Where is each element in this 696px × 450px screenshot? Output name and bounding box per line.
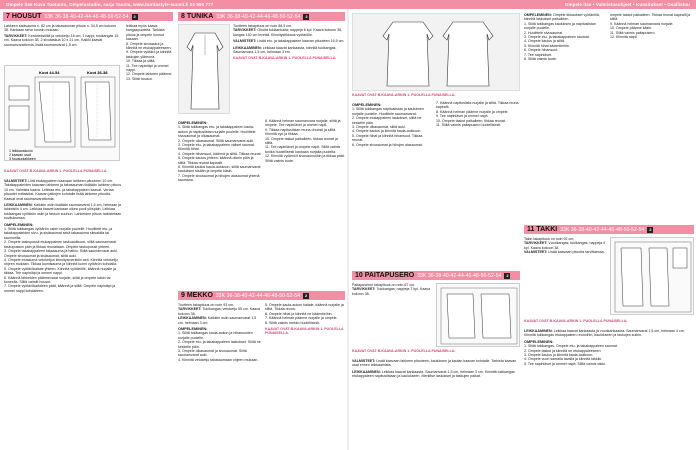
section-8-text-a: OMPELEMINEN: 1. Silitä tukikangas etu- ja takakappaleen kaula-aukon ja napituslistan nurjalle puolelle. Huolittele sivusaumat ja olkasaumat. 2. Ompele olkasaumat. Silitä saumanvarat auki. 3. Ompele etu- ja takakappaleen väliset saumat. Kiinnitä hihat. 4. Ompele hihansuut, käännä ja silitä. Tikkaa reunat. 5. Ompele kaulus yhteen, käännä oikein päin ja silitä. Tikkaa reunat kapealti. 6. Kiinnitä kaulus kaula-aukkoon, silitä saumanvarat kauluksen sisään ja ompele käsin. 7. Ompele sivusaumat ja hihojen alasaumat yhtenä saumana. <box>178 121 262 183</box>
kaavat-note-11: KAAVAT OVAT B-KAAVA-ARKIN 1. PUOLELLA PUNAISELLA. <box>524 319 628 323</box>
right-page <box>348 9 696 450</box>
section-8-header <box>178 12 345 21</box>
right-text-c: OMPELEMINEN: Ompele tikkaukset vyötäröllä, kiinnitä laskokset paikalleen. 1. Silitä tukikangas kauluksen ja napituslistan nurjalle puolelle. 2. Huolittele sivusaumat. 3. Ompele etu- ja takakappaleen saumat. 4. Ompele kaulus ja silitä. 5. Kiinnitä hihat kädentieihin. 6. Ompele hihansuut. 7. Tee napinlävet. 8. Silitä valmis tuote. <box>524 13 600 62</box>
section-11-header <box>524 225 694 234</box>
shirt-illustration <box>352 13 520 91</box>
leikkaaminen-label: LEIKKAAMINEN: <box>4 203 33 208</box>
section-9-title: 9 MEKKO <box>181 292 213 299</box>
section-8-code: 33K 36-38-40-42-44-46-48-50-52-54 <box>216 13 301 20</box>
pattern-layout-figure <box>4 65 120 161</box>
section-10-instructions: VALMISTEET: Lisää kaavaan lahkeen pituuteen, kauluksen ja kaulan kaavan kohdalle. Tarkista kaavan osat ennen leikkaamista. LEIKKAAMINEN: Leikkaa kaavat kankaasta. Saumanvarat 1,5 cm, helmaan 3 cm. Kiinnitä tukikangas etukappaleen napituslistaan ja kaulukseen. Merkitse laskokset ja taskujen paikat. <box>352 359 517 379</box>
size-label: Koot 44-54 <box>39 70 60 75</box>
kaavat-note <box>4 169 122 177</box>
header-left-text: Ompele itse Kuva Tuotanto, Ompelustudio, sarja Tausta, www.burdastyle-suomi.fi 02 550 777 <box>6 2 214 7</box>
section-7-materials: Lahkeen sisäsauma n. 82 cm ja takasauman pituus n. 34,5 cm kokoon 38. Kankaan tarve kuosin mukaan. TARVIKKEET: Kestotekstiiliä ja vetoketju 18 cm; 1 nappi; tukikangas 15 cm. Kaava kokoon 38, 2 sivutaskua 10 x 21 cm. Kaikki kaavat saumanvarattomia, lisää saumanvarat 1,5 cm. <box>4 24 119 47</box>
header-right-text: Ompele itse • Valmistusohjeet • Kuositukset • Osallistuu <box>564 2 690 7</box>
section-10-title: 10 PAITAPUSERO <box>355 272 415 279</box>
section-10-layout-diagram <box>437 284 521 348</box>
section-7-title: 7 HOUSUT <box>6 13 42 20</box>
section-9-header <box>178 291 345 300</box>
section-8-title: 8 TUNIKA <box>181 13 214 20</box>
section-11-layout-diagram <box>611 238 695 316</box>
section-10-materials: Paitapuseron takapituus on noin 67 cm. TARVIKKEET: Tukikangas; nappeja 7 kpl. Kaava kokoon 38. <box>352 283 431 296</box>
tarvikkeet-label: TARVIKKEET: <box>4 33 28 38</box>
section-10-header <box>352 271 520 280</box>
section-10-code: 33K 36-38-40-42-44-46-48-50-52-54 <box>417 272 502 279</box>
section-11-instructions: LEIKKAAMINEN: Leikkaa kaavat kankaasta ja vuorikankaasta. Saumanvarat 1,5 cm, helmaan 4 cm. Kiinnitä tukikangas etukappaleen reunoihin, kaulukseen ja taskujen suihin. OMPELEMINEN: 1. Silitä tukikangas. Ompele etu- ja takakappaleen saumat. 2. Ompele taskut ja kiinnitä ne etukappaleeseen. 3. Ompele kaulus ja kiinnitä kaula-aukkoon. 4. Ompele vuori samalla tavalla ja kiinnitä takkiin. 5. Tee napinlävet ja ommel napit. Silitä valmis takki. <box>524 329 685 366</box>
section-11-title: 11 TAKKI <box>527 226 558 233</box>
difficulty-badge: 2 <box>649 226 652 232</box>
size-label: Koot 36-38 <box>87 70 108 75</box>
section-7-code: 33K 36-38-40-42-44-46-48-50-52-54 <box>44 13 129 20</box>
shirt-sketches <box>353 14 521 92</box>
section-11-layout-figure <box>610 237 694 315</box>
right-text-a: OMPELEMINEN: 1. Silitä tukikangas napituslistan ja kauluksen nurjalle puolelle. Huolittele saumanvarat. 2. Ompele etukappaleen laskokset, silitä ne keskelle päin. 3. Ompele olkasaumat, silitä auki. 4. Ompele kaulus ja kiinnitä kaula-aukkoon. 5. Ompele hihat ja kiinnitä hihansuut. Tikkaa reunat. 6. Ompele sivusaumat ja hihojen alasaumat. <box>352 103 424 147</box>
difficulty-badge: 2 <box>304 292 308 298</box>
kaavat-label: KAAVAT OVAT B-KAAVA-ARKIN 1. PUOLELLA PUNAISELLA. <box>4 169 108 173</box>
valmisteet-label: VALMISTEET: <box>4 179 28 183</box>
left-page <box>0 9 348 450</box>
section-11-materials: Takin takapituus on noin 92 cm. TARVIKKEET: Vuorikangas; tukikangas; nappeja 4 kpl. Kaava kokoon 38. VALMISTEET: Lisää kaavaan pituutta tarvittaessa. <box>524 237 606 255</box>
legend-text: 2 kaavan osat <box>9 153 31 157</box>
right-text-b: 7. Käännä napituslista nurjalle ja silitä. Tikkaa reuna kapealti. 8. Käännä helman päärme nurjalle ja ompele. 9. Tee napinlävet ja ommel napit. 10. Ompele taskut paikalleen, tikkaa reunat. 11. Silitä valmis paitapusero huolellisesti. <box>436 101 519 128</box>
section-9-text-a: Tuotteen takapituus on noin 93 cm. TARVIKKEET: Tukikangas; vetoketju 55 cm. Kaava kokoon 38. LEIKKAAMINEN: Kaikkiin osiin saumanvarat 1,5 cm, helmaan 3 cm. OMPELEMINEN: 1. Silitä tukikangas kaula-aukon ja hihansuiden nurjalle puolelle. 2. Ompele etu- ja takakappaleen laskokset. Silitä ne keskelle päin. 3. Ompele olkasaumat ja sivusaumat. Silitä saumanvarat auki. 4. Kiinnitä vetoketju takasaumaan ohjeen mukaan. <box>178 303 261 362</box>
ompeleminen-label: OMPELEMINEN: <box>4 222 34 227</box>
page-header-bar <box>0 0 696 9</box>
section-9-text-b: 5. Ompele kaula-aukon kaitale, käännä nurjalle ja silitä. Tikkaa reuna. 6. Ompele hihat ja kiinnitä ne kädentieihin. 7. Käännä helman päärme nurjalle ja ompele. 8. Silitä valmis mekko huolellisesti. KAAVAT OVAT B-KAAVA-ARKIN 1. PUOLELLA PUNAISELLA. <box>265 303 344 336</box>
section-9-code: 33K 36-38-40-42-44-46-48-50-52-54 <box>215 292 301 299</box>
tunic-illustration <box>178 24 230 114</box>
right-text-d: ompele taskut paikalleen. Tikkaa reunat kapealti ja silitä. 9. Käännä helman saumanvara nurjalle. 10. Ompele päärme käsin. 11. Silitä valmis paitapusero. 12. Kiinnitä napit. <box>610 13 691 40</box>
section-7-text-continued: leikkaa myös kaava kangaspuolelta. Tarkista pituus ja ompele housut kasaan. 8. Ompele sivutaskut ja kiinnitä ne etukappaleeseen. 9. Ompele vyötärö ja kiinnitä taskujen yläreuna. 10. Tikkaa ja silitä. 11. Tee napinläpi ja ommel nappi. 12. Ompele lahkeen päärme. 13. Silitä housut. <box>126 24 173 81</box>
section-7-instructions: VALMISTEET: Liitä etukappaleen kaavaan lahkeen pituuteen 10 cm. Takakappaleiden kaavaan lahkeen ja takasauman lisätään lahkeen pituus 10 cm. Valmista kaava. Leikkaa etu- ja takakappaleen kaavat. Vertaa pituudet mittaisiksi. Kaavan jatkojen kohdalle lisää lahkeen pituutta. Kaavat ovat saumanvarattomia. LEIKKAAMINEN: Kaikkiin osiin lisätään saumanvarat 1,5 cm, helmaan ja lahkeisiin 4 cm. Leikkaa kaavat kankaan oikea puoli ylöspäin. Leikkaa tukikangas vyötärön osiin ja taskun suuhun. Lahkeiden pituus tarkistetaan sovituksessa. OMPELEMINEN: 1. Silitä tukikangas vyötärön osien nurjalle puolelle. Huolittele etu- ja takakappaleiden sivu- ja sisäsaumat sekä takasauma siksakilla tai saumurilla. 2. Ompele taskupussit etukappaleen taskuaukkoon, silitä saumanvarat taskupussiin päin ja tikkaa reunaltaan. Ompele taskupussit yhteen. 3. Ompele takakappaleen takasauma ja halkio. Silitä saumanvarat auki. Ompele sivusaumat ja sisäsaumat, silitä auki. 4. Ompele etusauma vetoketjun kiinnitysmerkkiin asti. Kiinnitä vetoketju ohjeen mukaan. Tikkaa luomisauma ja kiinnitä luomi vyötärön kohdalla. 5. Ompele vyötärökaitale yhteen. Kiinnitä vyötärölle, käännä nurjalle ja tikkaa. Tee napinläpi ja ommel nappi. 6. Käännä lahkeiden päärmevarat nurjalle, silitä ja ompele käsin tai koneella. Silitä valmiit housut. 7. Ompele vyötärökaitaleen päät, käännä ja silitä. Ompele napinläpi ja ommel nappi kohdalleen. <box>4 179 122 293</box>
section-11-code: 33K 36-38-40-42-44-46-48-50-52-54 <box>560 226 645 233</box>
kaavat-note-10: KAAVAT OVAT B-KAAVA-ARKIN 1. PUOLELLA PUNAISELLA. <box>352 349 456 353</box>
section-8-materials: Tuotteen takapituus on noin 88,5 cm. TARVIKKEET: Ohuita tukikankaita; nappeja 6 kpl. Kaava kokoon 38, kangas 140 cm leveää. Kiinnitystikkaus vyötärölle. VALMISTEET: Lisää etu- ja takakappaleen kaavan pituuteen 16,5 cm. LEIKKAAMINEN: Leikkaa kaavat kankaasta, kiinnitä tukikangas. Saumanvara 1,5 cm, helmaan 3 cm. KAAVAT OVAT B-KAAVA-ARKIN 1. PUOLELLA PUNAISELLA. <box>233 24 345 61</box>
section-7-header <box>3 12 173 21</box>
legend-text: 1 leikkauskuvio <box>9 149 33 153</box>
pattern-layout-diagram <box>5 66 121 162</box>
section-10-layout-figure <box>436 283 520 347</box>
difficulty-badge: 2 <box>506 272 509 278</box>
section-8-text-b: 8. Käännä helman saumanvara nurjalle, silitä ja ompele. Tee napinlävet ja ommel napit. 9. Tikkaa napituslistan reuna ohuesti ja silitä. Kiinnitä vyö ja tikkaa. 10. Ompele taskut paikalleen, tikkaa reunat ja silitä. 11. Tee napinlävet ja ompele napit. Silitä valmis tunika huolellisesti kankaan nurjalta puolelta. 12. Kiinnitä vyölenkit sivusaumoihin ja tikkaa päät. Silitä valmis tuote. <box>265 119 345 163</box>
legend-text: 3 housunlahkeen <box>9 157 36 161</box>
difficulty-badge: 2 <box>133 13 136 19</box>
difficulty-badge: 2 <box>305 13 308 19</box>
kaavat-note-right: KAAVAT OVAT B-KAAVA-ARKIN 1. PUOLELLA PUNAISELLA. <box>352 93 456 97</box>
tunic-sketch <box>179 25 231 115</box>
body-text: Lahkeen sisäsauma n. 82 cm ja takasauman pituus n. 34,5 cm kokoon 38. Kankaan tarve kuosin mukaan. <box>4 24 117 33</box>
